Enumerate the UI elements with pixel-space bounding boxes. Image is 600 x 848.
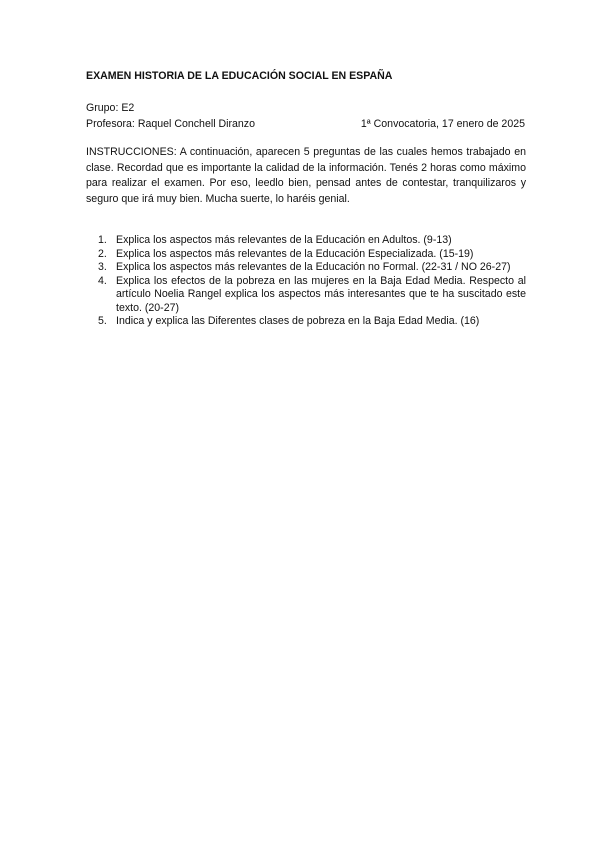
question-text: Explica los aspectos más relevantes de la Educación Especializada. (15-19)	[116, 247, 474, 260]
question-number: 5.	[98, 315, 107, 328]
question-list	[86, 234, 526, 329]
question-item	[86, 234, 526, 247]
question-number: 3.	[98, 261, 107, 274]
question-item	[86, 261, 526, 274]
instructions-paragraph: INSTRUCCIONES: A continuación, aparecen 5 preguntas de las cuales hemos trabajado en clase. Recordad que es importante la calidad de la información. Tenés 2 horas como máximo para realizar el examen. Por eso, leedlo bien, pensad antes de contestar, tranquilizaros y seguro que irá muy bien. Mucha suerte, lo haréis genial.	[86, 146, 526, 205]
group-label: Grupo: E2	[86, 102, 135, 114]
question-text: Explica los aspectos más relevantes de la Educación no Formal. (22-31 / NO 26-27)	[116, 261, 511, 274]
question-number: 2.	[98, 247, 107, 260]
question-text: Explica los aspectos más relevantes de la Educación en Adultos. (9-13)	[116, 234, 452, 246]
exam-date: 1ª Convocatoria, 17 enero de 2025	[360, 118, 525, 130]
exam-title: EXAMEN HISTORIA DE LA EDUCACIÓN SOCIAL EN ESPAÑA	[86, 70, 393, 82]
question-text: Indica y explica las Diferentes clases de pobreza en la Baja Edad Media. (16)	[116, 315, 480, 328]
question-number: 1.	[98, 234, 107, 246]
question-item	[86, 275, 526, 315]
question-item	[86, 315, 526, 328]
question-text: Explica los efectos de la pobreza en las mujeres en la Baja Edad Media. Respecto al artículo Noelia Rangel explica los aspectos más interesantes que te ha suscitado este texto. (20-27)	[116, 275, 526, 314]
question-number: 4.	[98, 275, 107, 288]
teacher-label: Profesora: Raquel Conchell Diranzo	[86, 118, 255, 130]
question-item	[86, 248, 526, 261]
